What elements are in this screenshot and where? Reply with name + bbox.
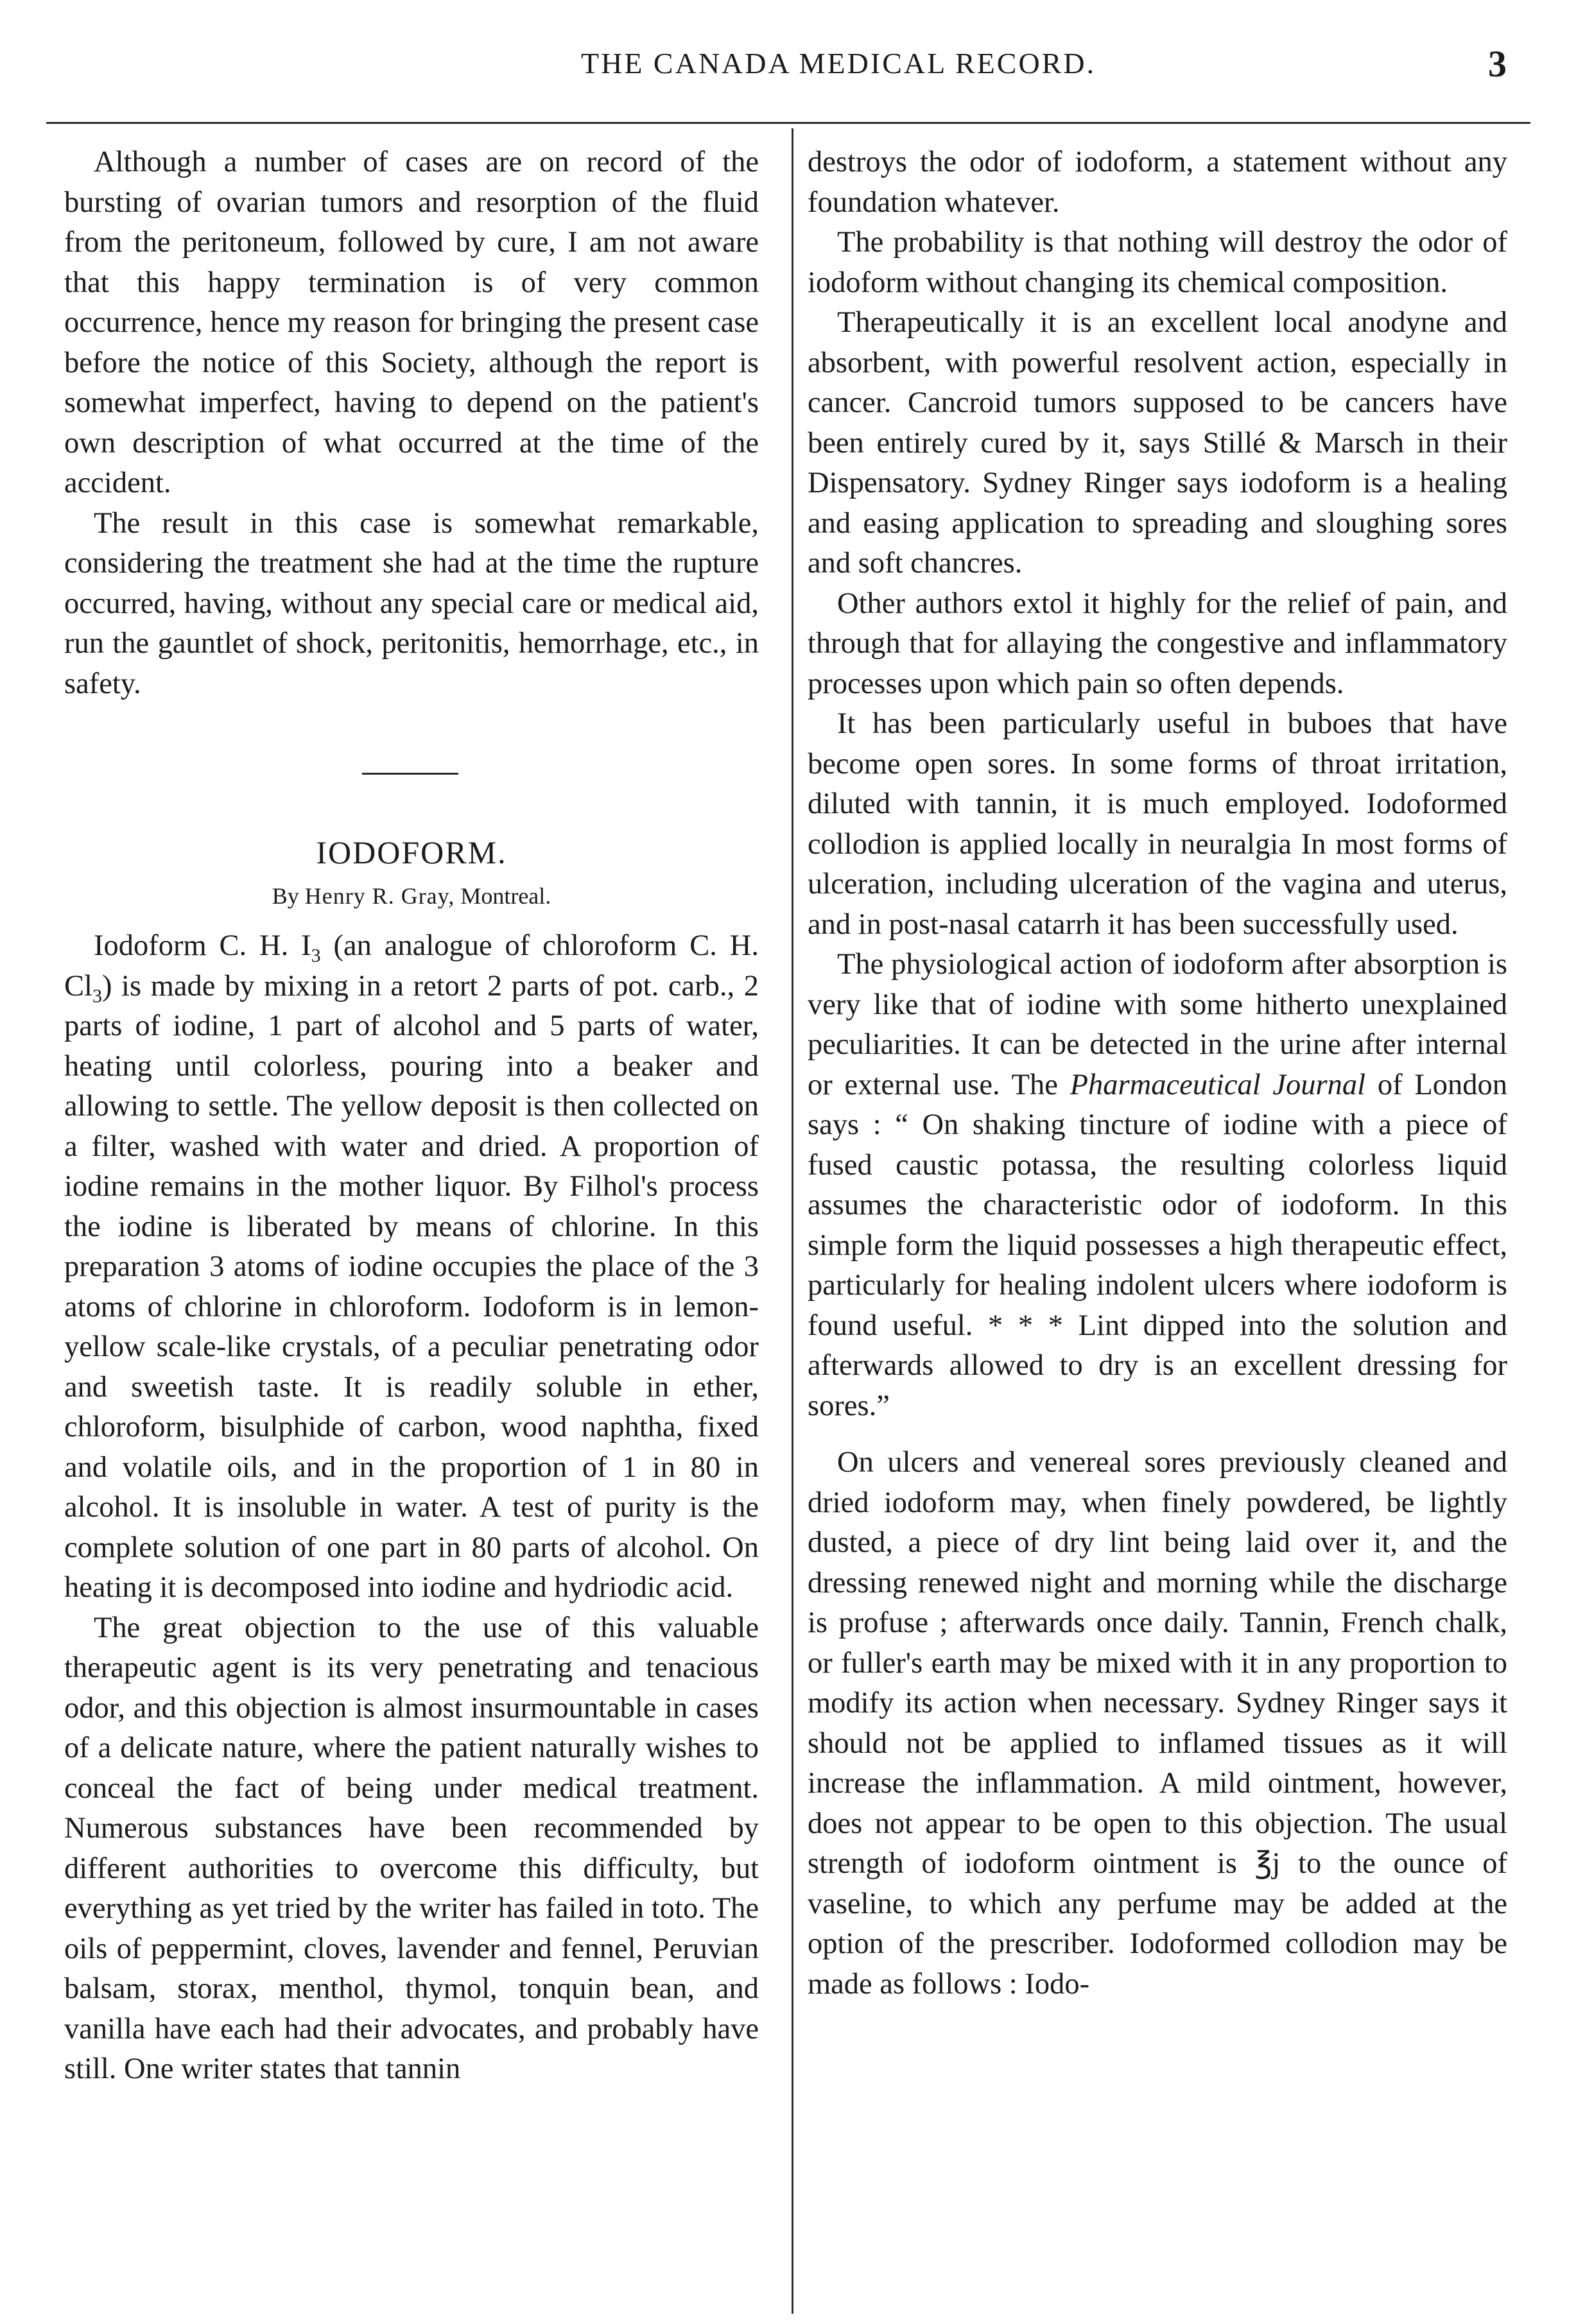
- iodoform-paragraph-preparation: [64, 926, 759, 1608]
- paragraph-other-authors: Other authors extol it highly for the relief of pain, and through that for allaying the congestive and inflammatory processes upon which pain so often depends.: [808, 587, 1507, 700]
- text-run: ) is made by mixing in a retort 2 parts of pot. carb., 2 parts of iodine, 1 part of alcohol and 5 parts of water, heating until colorless, pouring into a beaker and allowing to settle. The yellow deposit is then collected on a filter, washed with water and dried. A proportion of iodine remains in the mother liquor. By Filhol's process the iodine is liberated by means of chlorine. In this preparation 3 atoms of iodine occupies the place of the 3 atoms of chlorine in chloroform. Iodoform is in lemon-yellow scale-like crystals, of a peculiar penetrating odor and sweetish taste. It is readily soluble in ether, chloroform, bisulphide of carbon, wood naphtha, fixed and volatile oils, and in the proportion of 1 in 80 in alcohol. It is insoluble in water. A test of purity is the complete solution of one part in 80 parts of alcohol. On heating it is decomposed into iodine and hydriodic acid.: [64, 969, 759, 1604]
- subscript: 3: [92, 985, 102, 1006]
- journal-title: THE CANADA MEDICAL RECORD.: [581, 47, 1096, 80]
- iodoform-paragraph-odor: The great objection to the use of this valuable therapeutic agent is its very penetrating and tenacious odor, and this objection is almost insurmountable in cases of a delicate nature, where the patient naturally wishes to conceal the fact of being under medical treatment. Numerous substances have been recommended by different authorities to overcome this difficulty, but everything as yet tried by the writer has failed in toto. The oils of peppermint, cloves, lavender and fennel, Peruvian balsam, storax, menthol, thymol, tonquin bean, and vanilla have each had their advocates, and probably have still. One writer states that tannin: [64, 1611, 759, 2085]
- byline-prefix: By: [272, 883, 299, 909]
- running-header: [0, 44, 1585, 95]
- journal-citation: Pharmaceutical Journal: [1070, 1068, 1366, 1101]
- left-column: [64, 142, 759, 2090]
- paragraph-buboes: It has been particularly useful in buboes that have become open sores. In some forms of throat irritation, diluted with tannin, it is much employed. Iodoformed collodion is applied locally in neuralgia In most forms of ulceration, including ulceration of the vagina and uterus, and in post-nasal catarrh it has been successfully used.: [808, 707, 1507, 941]
- text-run: of London says : “ On shaking tincture of iodine with a piece of fused caustic potassa, the resulting colorless liquid assumes the characteristic odor of iodoform. In this simple form the liquid possesses a high therapeutic effect, particularly for healing indolent ulcers where iodoform is found useful. * * * Lint dipped into the solution and afterwards allowed to dry is an excellent dressing for sores.”: [808, 1068, 1507, 1422]
- section-separator: [362, 773, 458, 775]
- subscript: 3: [311, 945, 321, 967]
- ovarian-case-paragraph-2: The result in this case is somewhat remarkable, considering the treatment she had at the time the rupture occurred, having, without any special care or medical aid, run the gauntlet of shock, peritonitis, hemorrhage, etc., in safety.: [64, 506, 759, 700]
- byline-place: Montreal.: [460, 883, 551, 909]
- paragraph-physiological: [808, 945, 1507, 1426]
- paragraph-therapeutic: Therapeutically it is an excellent local anodyne and absorbent, with powerful resolvent action, especially in cancer. Cancroid tumors supposed to be cancers have been entirely cured by it, says Stillé & Marsch in their Dispensatory. Sydney Ringer says iodoform is a healing and easing application to spreading and sloughing sores and soft chancres.: [808, 306, 1507, 580]
- article-title: IODOFORM.: [316, 834, 507, 870]
- right-column: [808, 142, 1507, 2004]
- header-rule: [46, 122, 1530, 124]
- paragraph-gap: [808, 1426, 1507, 1443]
- byline-author: Henry R. Gray,: [304, 883, 455, 909]
- column-divider: [792, 128, 793, 2314]
- text-run: Iodoform C. H. I: [94, 929, 311, 962]
- article-byline: [64, 880, 759, 912]
- paragraph-probability: The probability is that nothing will destroy the odor of iodoform without changing its chemical composition.: [808, 226, 1507, 299]
- text-run: (an analogue of chloroform C. H. Cl: [64, 929, 759, 1003]
- continued-paragraph: destroys the odor of iodoform, a statement without any foundation whatever.: [808, 146, 1507, 219]
- text-run: The physiological action of iodoform after absorption is very like that of iodine with some hitherto unexplained peculiarities. It can be detected in the urine after internal or external use. The: [808, 948, 1507, 1101]
- ovarian-case-paragraph-1: Although a number of cases are on record of the bursting of ovarian tumors and resorption of the fluid from the peritoneum, followed by cure, I am not aware that this happy termination is of very common occurrence, hence my reason for bringing the present case before the notice of this Society, although the report is somewhat imperfect, having to depend on the patient's own description of what occurred at the time of the accident.: [64, 146, 759, 499]
- page-number: 3: [1488, 43, 1507, 85]
- paragraph-ulcers: On ulcers and venereal sores previously cleaned and dried iodoform may, when finely powdered, be lightly dusted, a piece of dry lint being laid over it, and the dressing renewed night and morning while the discharge is profuse ; afterwards once daily. Tannin, French chalk, or fuller's earth may be mixed with it in any proportion to modify its action when necessary. Sydney Ringer says it should not be applied to inflamed tissues as it will increase the inflammation. A mild ointment, however, does not appear to be open to this objection. The usual strength of iodoform ointment is ℥j to the ounce of vaseline, to which any perfume may be added at the option of the prescriber. Iodoformed collodion may be made as follows : Iodo-: [808, 1446, 1507, 2001]
